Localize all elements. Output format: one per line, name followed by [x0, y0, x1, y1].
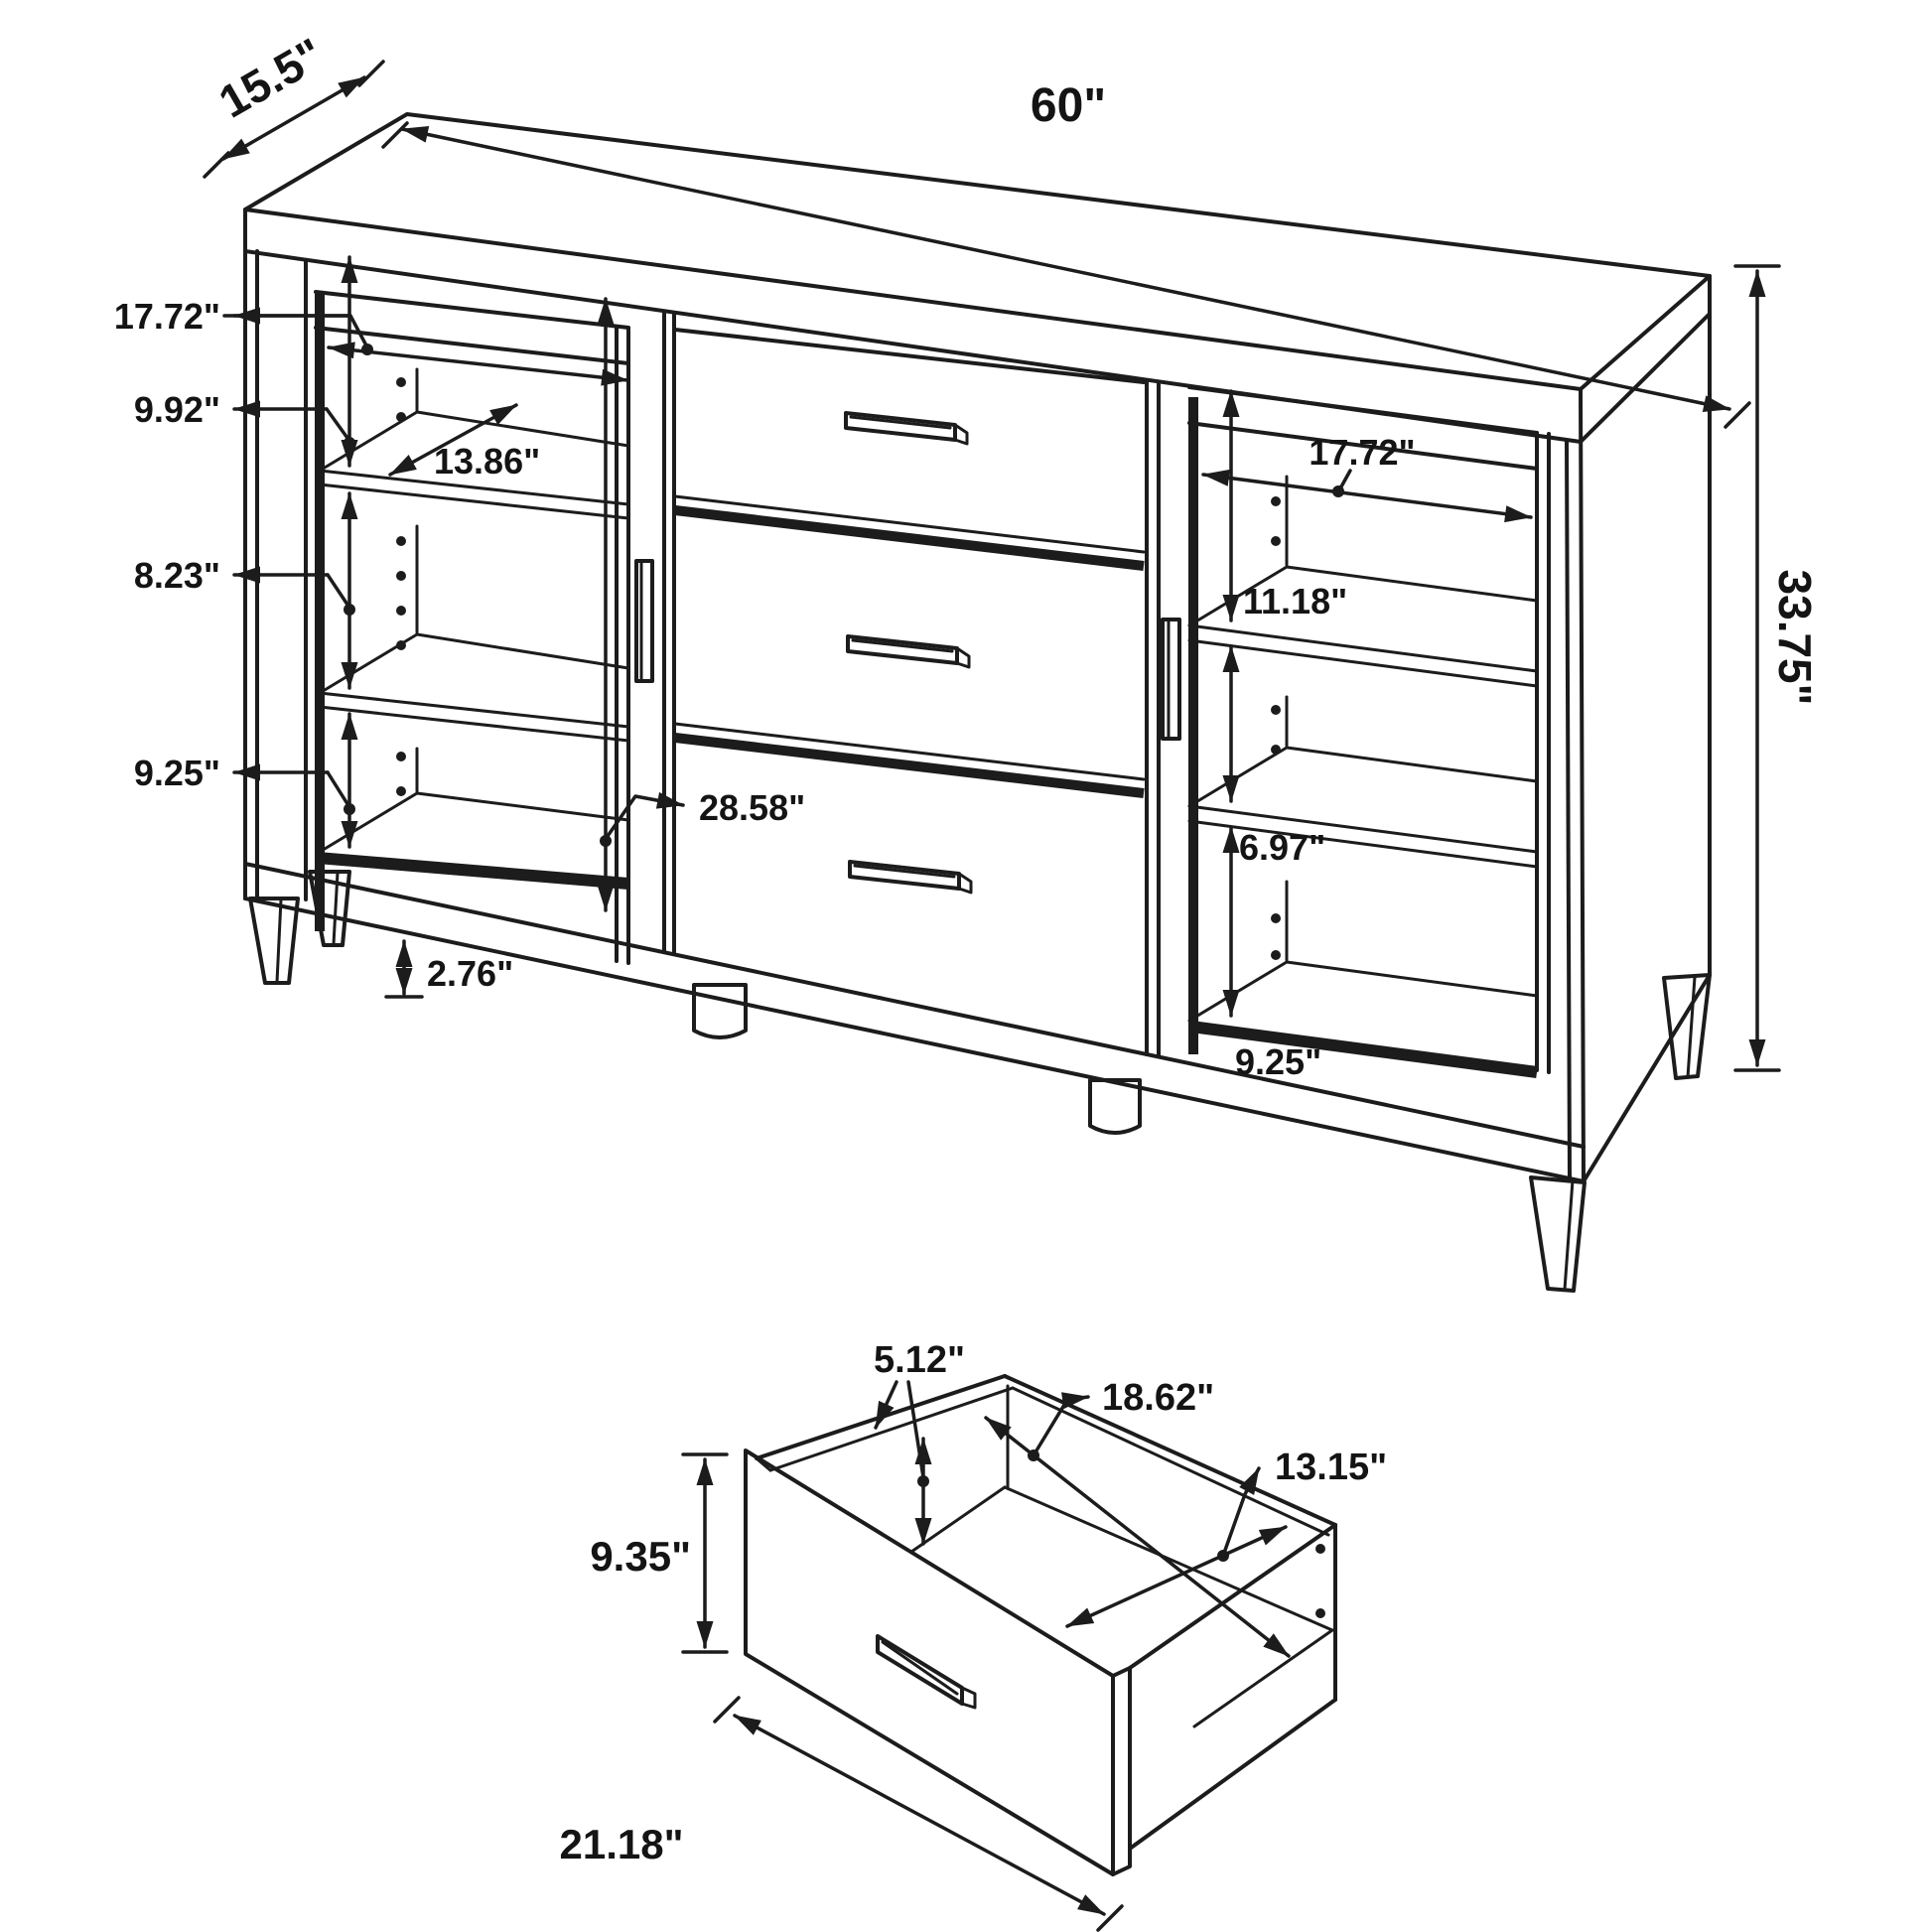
left-bottom-opening-label: 9.25": [133, 753, 220, 793]
drawer-inner-height-label: 5.12": [874, 1339, 965, 1381]
left-opening-width-label: 17.72": [113, 296, 220, 337]
right-middle-opening-label: 6.97": [1239, 827, 1326, 868]
drawer-front-height-label: 9.35": [590, 1533, 691, 1580]
left-top-opening-label: 9.92": [133, 389, 220, 430]
cabinet-width-label: 60": [1030, 79, 1107, 132]
left-opening-total-height-label: 28.58": [699, 787, 806, 828]
left-middle-opening-label: 8.23": [133, 555, 220, 596]
right-bottom-opening-label: 9.25": [1235, 1041, 1322, 1082]
drawer-inner-width-label: 18.62": [1102, 1377, 1215, 1419]
leg-height-label: 2.76": [427, 953, 514, 994]
cabinet-height-label: 33.75": [1768, 569, 1821, 706]
drawer-front-width-label: 21.18": [559, 1821, 684, 1867]
drawer-inner-depth-label: 13.15": [1275, 1447, 1388, 1488]
right-opening-width-label: 17.72": [1309, 432, 1416, 473]
cabinet-depth-label: 15.5": [209, 27, 333, 128]
shelf-depth-label: 13.86": [434, 441, 541, 482]
right-top-opening-label: 11.18": [1243, 581, 1348, 621]
